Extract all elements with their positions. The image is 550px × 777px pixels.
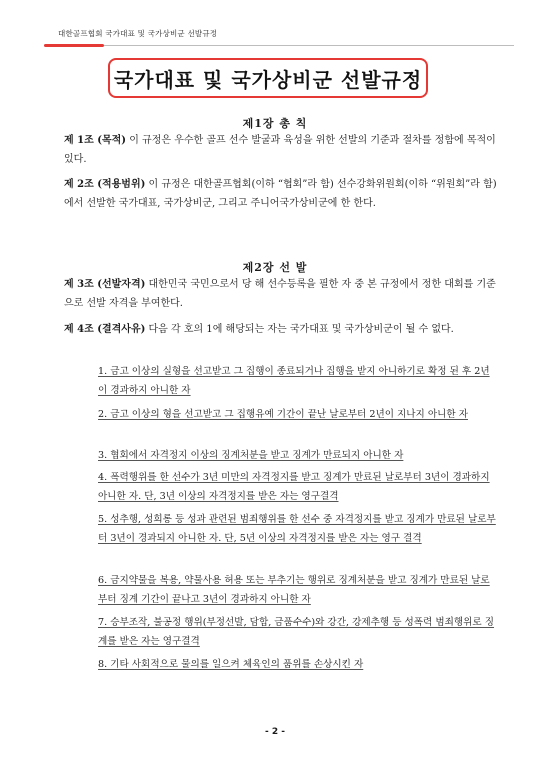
header-rule (104, 45, 514, 46)
list-item: 3. 협회에서 자격정지 이상의 징계처분을 받고 징계가 만료되지 아니한 자 (98, 450, 404, 461)
chapter-1-heading: 제1장 총 칙 (242, 117, 308, 130)
running-header: 대한골프협회 국가대표 및 국가상비군 선발규정 (58, 29, 218, 38)
list-item: 6. 금지약물을 복용, 약물사용 허용 또는 부추기는 행위로 징계처분을 받고 징계가 만료된 날로부터 징계 기간이 끝나고 3년이 경과하지 아니한 자 (98, 575, 490, 605)
article-4 (64, 320, 502, 339)
article-2-lead: 제 2조 (적용범위) (64, 179, 146, 190)
header-accent-underline (44, 44, 104, 47)
article-2 (64, 175, 502, 213)
chapter-2-heading: 제2장 선 발 (242, 261, 308, 274)
article-1 (64, 131, 502, 169)
list-item: 1. 금고 이상의 실형을 선고받고 그 집행이 종료되거나 집행을 받지 아니하기로 확정 된 후 2년이 경과하지 아니한 자 (98, 366, 490, 396)
title-box (108, 58, 428, 98)
article-1-lead: 제 1조 (목적) (64, 135, 127, 146)
list-item: 5. 성추행, 성희롱 등 성과 관련된 범죄행위를 한 선수 중 자격정지를 받고 징계가 만료된 날로부터 3년이 경과되지 아니한 자. 단, 5년 이상의 자격정지를 받은 자는 영구 결격 (98, 514, 496, 544)
article-3-text: 대한민국 국민으로서 당 해 선수등록을 필한 자 중 본 규정에서 정한 대회를 기준으로 선발 자격을 부여한다. (64, 279, 496, 309)
article-1-text: 이 규정은 우수한 골프 선수 발굴과 육성을 위한 선발의 기준과 절차를 정함에 목적이 있다. (64, 135, 496, 165)
page-number: - 2 - (265, 727, 285, 737)
article-3-lead: 제 3조 (선발자격) (64, 279, 146, 290)
list-item: 2. 금고 이상의 형을 선고받고 그 집행유예 기간이 끝난 날로부터 2년이 지나지 아니한 자 (98, 409, 468, 420)
list-item: 4. 폭력행위를 한 선수가 3년 미만의 자격정지를 받고 징계가 만료된 날로부터 3년이 경과하지 아니한 자. 단, 3년 이상의 자격정지를 받은 자는 영구결격 (98, 472, 490, 502)
article-2-text: 이 규정은 대한골프협회(이하 “협회”라 함) 선수강화위원회(이하 “위원회”라 함)에서 선발한 국가대표, 국가상비군, 그리고 주니어국가상비군에 한 한다. (64, 179, 497, 209)
list-item: 8. 기타 사회적으로 물의를 일으켜 체육인의 품위를 손상시킨 자 (98, 659, 364, 670)
article-4-lead: 제 4조 (결격사유) (64, 324, 146, 335)
list-item: 7. 승부조작, 불공정 행위(부정선발, 담합, 금품수수)와 강간, 강제추행 등 성폭력 범죄행위로 징계를 받은 자는 영구결격 (98, 617, 495, 647)
article-4-text: 다음 각 호의 1에 해당되는 자는 국가대표 및 국가상비군이 될 수 없다. (145, 324, 454, 335)
page-title: 국가대표 및 국가상비군 선발규정 (113, 67, 423, 92)
article-3 (64, 275, 502, 313)
